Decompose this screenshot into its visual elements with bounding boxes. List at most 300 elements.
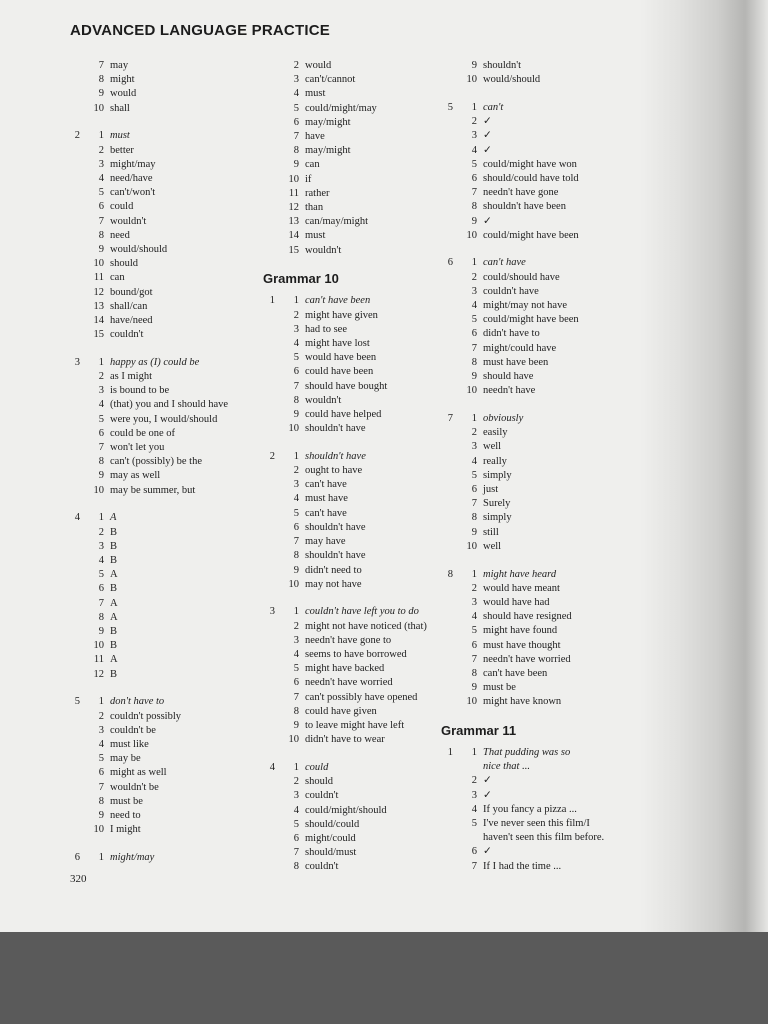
item-number: 5 (471, 818, 477, 830)
answer-text: could have been (305, 366, 374, 378)
item-number: 9 (471, 215, 477, 227)
item-number: 6 (98, 767, 104, 779)
item-number: 4 (471, 611, 477, 623)
answer-text: should/must (305, 847, 357, 859)
answer-text: might/may (110, 851, 155, 863)
item-number: 1 (471, 747, 477, 759)
answer-text: would have had (483, 596, 550, 608)
answer-row (441, 695, 631, 709)
answer-row (68, 724, 258, 738)
answer-text: must like (110, 738, 149, 750)
answer-text: I might (110, 824, 141, 836)
answer-text: may be summer, but (110, 484, 196, 496)
answer-row (68, 257, 258, 271)
answer-row (263, 450, 443, 464)
item-number: 5 (98, 569, 104, 581)
answer-text: can't have been (483, 667, 548, 679)
item-number: 1 (98, 356, 104, 368)
exercise-number (68, 568, 80, 582)
exercise-number (441, 200, 453, 214)
item-number: 10 (466, 385, 477, 397)
answer-text: needn't have worried (305, 677, 393, 689)
answer-text: B (110, 640, 118, 652)
exercise-number (263, 337, 275, 351)
exercise-number (441, 327, 453, 341)
exercise-number (68, 554, 80, 568)
exercise-number (441, 455, 453, 469)
item-number: 6 (471, 328, 477, 340)
answer-row (263, 521, 443, 535)
answer-text: A (110, 569, 118, 581)
answer-text: might/could have (483, 342, 557, 354)
answer-row (68, 370, 258, 384)
answer-row (68, 695, 258, 709)
item-number: 9 (98, 626, 104, 638)
item-number: 8 (98, 229, 104, 241)
answer-text: B (110, 668, 118, 680)
answer-column-3 (441, 59, 631, 887)
exercise-number (263, 648, 275, 662)
item-number: 3 (293, 634, 299, 646)
item-number: 5 (293, 507, 299, 519)
answer-text: couldn't have left you to do (305, 606, 419, 618)
exercise-number (441, 511, 453, 525)
answer-text: could (305, 761, 329, 773)
answer-row (263, 408, 443, 422)
answer-text: could/might/may (305, 102, 377, 114)
answer-row (263, 804, 443, 818)
answer-text: can/may/might (305, 216, 368, 228)
answer-text: better (110, 144, 134, 156)
exercise-number (68, 413, 80, 427)
answer-row (68, 200, 258, 214)
answer-row (68, 469, 258, 483)
item-number: 1 (98, 130, 104, 142)
item-number: 4 (293, 88, 299, 100)
answer-text: wouldn't (305, 394, 342, 406)
exercise-number (441, 59, 453, 73)
answer-text: A (110, 597, 118, 609)
exercise-number: 5 (447, 101, 453, 113)
item-number: 5 (98, 753, 104, 765)
answer-row (68, 568, 258, 582)
item-number: 5 (293, 352, 299, 364)
answer-text: would/should (483, 74, 541, 86)
item-number: 8 (471, 512, 477, 524)
answer-text: shouldn't have (305, 550, 366, 562)
answer-text: should/could have told (483, 172, 579, 184)
answer-text: seems to have borrowed (305, 649, 407, 661)
answer-text: needn't have gone (483, 187, 559, 199)
answer-row (68, 186, 258, 200)
item-number: 3 (471, 130, 477, 142)
exercise-number (263, 87, 275, 101)
answer-text: as I might (110, 371, 152, 383)
answer-row (68, 314, 258, 328)
answer-text: shouldn't have (305, 521, 366, 533)
answer-row (263, 648, 443, 662)
item-number: 1 (98, 696, 104, 708)
item-number: 4 (293, 804, 299, 816)
checkmark-icon: ✓ (483, 116, 492, 128)
exercise-number (441, 860, 453, 874)
exercise-number (68, 300, 80, 314)
answer-text: may be (110, 753, 141, 765)
item-number: 8 (293, 861, 299, 873)
exercise-number (441, 803, 453, 817)
item-number: 8 (293, 550, 299, 562)
exercise-block (263, 59, 443, 258)
exercise-number (441, 144, 453, 158)
exercise-number (441, 313, 453, 327)
answer-row (263, 102, 443, 116)
answer-row (441, 229, 631, 243)
answer-text: might have heard (483, 568, 557, 580)
exercise-block (441, 568, 631, 710)
answer-text: must (305, 230, 326, 242)
exercise-number (263, 478, 275, 492)
answer-text: should (110, 258, 139, 270)
item-number: 15 (93, 329, 104, 341)
exercise-number (68, 286, 80, 300)
answer-row (263, 187, 443, 201)
exercise-number (441, 653, 453, 667)
exercise-number (263, 464, 275, 478)
exercise-number (68, 257, 80, 271)
item-number: 6 (293, 521, 299, 533)
item-number: 12 (93, 286, 104, 298)
answer-row (263, 789, 443, 803)
item-number: 4 (98, 738, 104, 750)
answer-row (441, 129, 631, 143)
item-number: 2 (293, 620, 299, 632)
answer-row (441, 215, 631, 229)
answer-row (263, 705, 443, 719)
exercise-number (263, 244, 275, 258)
exercise-number (263, 676, 275, 690)
exercise-number (68, 597, 80, 611)
item-number: 2 (293, 309, 299, 321)
exercise-number (68, 215, 80, 229)
exercise-number (441, 440, 453, 454)
item-number: 9 (293, 564, 299, 576)
answer-row (263, 564, 443, 578)
answer-text: need to (110, 809, 141, 821)
exercise-number (68, 823, 80, 837)
answer-row (441, 540, 631, 554)
exercise-block (68, 356, 258, 498)
answer-row (441, 681, 631, 695)
answer-text: may/might (305, 145, 351, 157)
item-number: 1 (98, 851, 104, 863)
exercise-number (68, 724, 80, 738)
answer-row (441, 144, 631, 158)
answer-row (441, 200, 631, 214)
exercise-number: 4 (74, 512, 80, 524)
exercise-number: 6 (447, 257, 453, 269)
exercise-number (263, 380, 275, 394)
answer-row (68, 582, 258, 596)
exercise-number (68, 809, 80, 823)
exercise-number (68, 766, 80, 780)
answer-row (441, 271, 631, 285)
answer-text: wouldn't (305, 244, 342, 256)
item-number: 9 (98, 470, 104, 482)
answer-row (263, 775, 443, 789)
answer-row (68, 229, 258, 243)
exercise-number (263, 691, 275, 705)
answer-text: shouldn't have (305, 450, 366, 462)
exercise-number (68, 370, 80, 384)
answer-text: may not have (305, 578, 362, 590)
item-number: 6 (98, 583, 104, 595)
answer-row (441, 186, 631, 200)
item-number: 1 (293, 450, 299, 462)
answer-row (68, 102, 258, 116)
answer-row (441, 624, 631, 638)
item-number: 4 (98, 172, 104, 184)
answer-row (441, 746, 631, 774)
item-number: 2 (471, 775, 477, 787)
exercise-number (263, 521, 275, 535)
exercise-number (263, 549, 275, 563)
exercise-number (263, 832, 275, 846)
item-number: 8 (293, 394, 299, 406)
answer-row (263, 478, 443, 492)
answer-text: would have been (305, 352, 377, 364)
exercise-number (263, 733, 275, 747)
item-number: 2 (471, 116, 477, 128)
exercise-number (68, 186, 80, 200)
answer-row (263, 662, 443, 676)
answer-text: must have (305, 493, 348, 505)
item-number: 10 (288, 173, 299, 185)
answer-text: can't have (305, 507, 347, 519)
answer-row (263, 365, 443, 379)
answer-row (68, 611, 258, 625)
answer-row (263, 860, 443, 874)
answer-row (441, 582, 631, 596)
answer-row (441, 774, 631, 788)
answer-row (263, 818, 443, 832)
answer-text: didn't need to (305, 564, 362, 576)
item-number: 7 (471, 187, 477, 199)
exercise-number (68, 526, 80, 540)
exercise-block (263, 605, 443, 747)
exercise-number (441, 115, 453, 129)
answer-text: may (110, 60, 129, 71)
exercise-number (441, 370, 453, 384)
exercise-number (263, 408, 275, 422)
exercise-number (263, 789, 275, 803)
item-number: 9 (98, 809, 104, 821)
exercise-number: 6 (74, 851, 80, 863)
answer-text: B (110, 626, 118, 638)
answer-row (263, 229, 443, 243)
answer-text: might have found (483, 625, 558, 637)
exercise-number (263, 860, 275, 874)
item-number: 1 (471, 568, 477, 580)
answer-row (441, 59, 631, 73)
exercise-number (441, 215, 453, 229)
answer-text: happy as (I) could be (110, 356, 200, 368)
answer-row (263, 634, 443, 648)
exercise-block (263, 294, 443, 436)
item-number: 4 (98, 399, 104, 411)
exercise-number (441, 158, 453, 172)
answer-text: may/might (305, 116, 351, 128)
exercise-number (263, 215, 275, 229)
answer-text: must (110, 130, 130, 142)
answer-row (441, 653, 631, 667)
item-number: 9 (98, 88, 104, 100)
exercise-number (263, 775, 275, 789)
answer-text: shall (110, 102, 130, 114)
answer-row (263, 173, 443, 187)
exercise-number (441, 817, 453, 845)
exercise-number: 1 (269, 295, 275, 307)
answer-text: if (305, 173, 312, 185)
exercise-number (263, 309, 275, 323)
exercise-number (263, 620, 275, 634)
item-number: 8 (471, 667, 477, 679)
answer-row (263, 422, 443, 436)
answer-text: must have been (483, 356, 549, 368)
answer-row (441, 412, 631, 426)
answer-text: would (305, 60, 332, 71)
item-number: 8 (98, 456, 104, 468)
exercise-number: 8 (447, 568, 453, 580)
answer-text: to leave might have left (305, 720, 405, 732)
exercise-number (263, 422, 275, 436)
answer-text: needn't have worried (483, 653, 571, 665)
answer-text: might have given (305, 309, 378, 321)
answer-text: should/could (305, 818, 360, 830)
answer-row (263, 59, 443, 73)
item-number: 7 (293, 536, 299, 548)
answer-row (263, 719, 443, 733)
item-number: 1 (471, 101, 477, 113)
answer-row (263, 351, 443, 365)
answer-row (68, 752, 258, 766)
answer-row (441, 327, 631, 341)
exercise-block (441, 746, 631, 874)
item-number: 1 (471, 257, 477, 269)
answer-row (68, 540, 258, 554)
item-number: 9 (471, 371, 477, 383)
item-number: 6 (471, 483, 477, 495)
exercise-number (68, 540, 80, 554)
answer-text: would (110, 88, 137, 100)
exercise-number (263, 73, 275, 87)
exercise-number (68, 484, 80, 498)
answer-row (68, 554, 258, 568)
item-number: 3 (471, 596, 477, 608)
answer-text: B (110, 555, 118, 566)
exercise-number (68, 625, 80, 639)
exercise-number (68, 639, 80, 653)
answer-text: might/may not have (483, 300, 567, 312)
item-number: 9 (98, 243, 104, 255)
item-number: 12 (288, 202, 299, 214)
item-number: 3 (293, 323, 299, 335)
answer-text: should have (483, 371, 534, 383)
answer-row (263, 605, 443, 619)
answer-row (441, 101, 631, 115)
exercise-number (68, 144, 80, 158)
answer-text: A (110, 611, 118, 623)
answer-text: didn't have to (483, 328, 540, 340)
exercise-number (263, 173, 275, 187)
answer-row (68, 215, 258, 229)
exercise-block (441, 412, 631, 554)
exercise-number (68, 398, 80, 412)
answer-text: (that) you and I should have (110, 399, 229, 411)
answer-row (263, 578, 443, 592)
item-number: 2 (471, 427, 477, 439)
exercise-number: 1 (447, 747, 453, 759)
answer-text: That pudding was so nice that ... (483, 747, 571, 773)
item-number: 10 (466, 229, 477, 241)
item-number: 4 (98, 555, 104, 566)
item-number: 4 (293, 649, 299, 661)
answer-text: need (110, 229, 130, 241)
exercise-number (68, 653, 80, 667)
answer-text: bound/got (110, 286, 153, 298)
exercise-number (68, 271, 80, 285)
answer-row (68, 625, 258, 639)
item-number: 10 (93, 102, 104, 114)
item-number: 2 (471, 582, 477, 594)
item-number: 11 (288, 187, 299, 199)
exercise-number (68, 384, 80, 398)
answer-text: than (305, 202, 324, 214)
answer-row (441, 596, 631, 610)
answer-row (263, 244, 443, 258)
exercise-number (441, 497, 453, 511)
answer-row (263, 832, 443, 846)
checkmark-icon: ✓ (483, 846, 492, 858)
answer-row (68, 328, 258, 342)
answer-row (441, 568, 631, 582)
answer-text: can't/cannot (305, 74, 356, 86)
item-number: 8 (293, 705, 299, 717)
exercise-number (441, 681, 453, 695)
answer-text: can't have (305, 479, 347, 491)
exercise-number (263, 719, 275, 733)
exercise-number (68, 229, 80, 243)
answer-text: couldn't (305, 790, 339, 802)
exercise-number (68, 738, 80, 752)
answer-row (263, 761, 443, 775)
answer-text: might not have noticed (that) (305, 620, 427, 632)
answer-row (68, 413, 258, 427)
item-number: 10 (466, 74, 477, 86)
answer-row (68, 144, 258, 158)
answer-text: have (305, 131, 325, 143)
item-number: 1 (293, 606, 299, 618)
answer-row (263, 294, 443, 308)
item-number: 8 (293, 145, 299, 157)
answer-text: couldn't have (483, 285, 539, 297)
answer-text: should (305, 776, 334, 788)
answer-text: must be (110, 795, 143, 807)
answer-text: could/might have been (483, 229, 579, 241)
answer-text: simply (483, 512, 512, 524)
item-number: 2 (471, 271, 477, 283)
item-number: 9 (471, 526, 477, 538)
item-number: 4 (293, 493, 299, 505)
